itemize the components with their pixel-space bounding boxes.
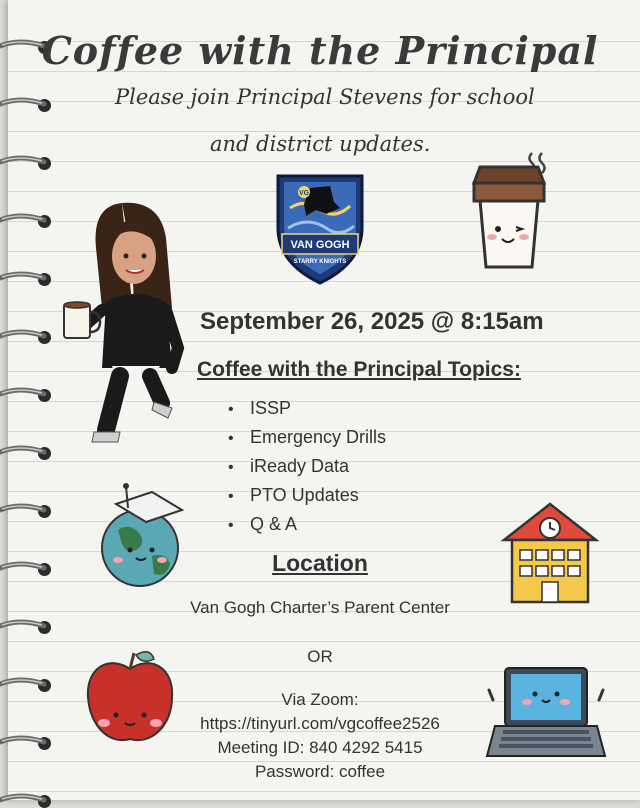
spiral-ring: [0, 328, 50, 344]
topic-item: • iReady Data: [228, 452, 386, 481]
spiral-ring: [0, 792, 50, 808]
logo-school-name: VAN GOGH: [290, 239, 350, 251]
subtitle-line-2: and district updates.: [210, 132, 431, 156]
topic-item: • Emergency Drills: [228, 423, 386, 452]
event-date: September 26, 2025 @ 8:15am: [200, 308, 544, 335]
spiral-ring: [0, 444, 50, 460]
spiral-ring: [0, 154, 50, 170]
logo-initials: VG: [298, 190, 310, 197]
spiral-ring: [0, 502, 50, 518]
topics-list: [228, 394, 386, 539]
zoom-link[interactable]: https://tinyurl.com/vgcoffee2526: [200, 714, 440, 733]
coffee-mug-icon: [58, 296, 104, 344]
zoom-password: Password: coffee: [254, 762, 386, 781]
spiral-ring: [0, 618, 50, 634]
topic-item: • Q & A: [228, 510, 386, 539]
subtitle-line-1: Please join Principal Stevens for school: [115, 85, 535, 109]
school-logo: [270, 168, 370, 288]
page-title: Coffee with the Principal: [41, 28, 599, 73]
spiral-ring: [0, 212, 50, 228]
coffee-cup-sticker: [460, 145, 560, 275]
topics-heading: Coffee with the Principal Topics:: [197, 358, 521, 381]
zoom-meeting-id: Meeting ID: 840 4292 5415: [217, 738, 423, 757]
laptop-icon: [485, 660, 607, 765]
logo-tagline: STARRY KNIGHTS: [293, 259, 347, 265]
topic-item: • PTO Updates: [228, 481, 386, 510]
spiral-ring: [0, 270, 50, 286]
or-text: OR: [307, 647, 333, 666]
location-heading: Location: [272, 550, 368, 576]
topic-item: • ISSP: [228, 394, 386, 423]
apple-icon: [80, 645, 180, 750]
spiral-ring: [0, 96, 50, 112]
spiral-ring: [0, 386, 50, 402]
location-text: Van Gogh Charter’s Parent Center: [190, 598, 450, 617]
zoom-label: Via Zoom:: [281, 690, 359, 709]
